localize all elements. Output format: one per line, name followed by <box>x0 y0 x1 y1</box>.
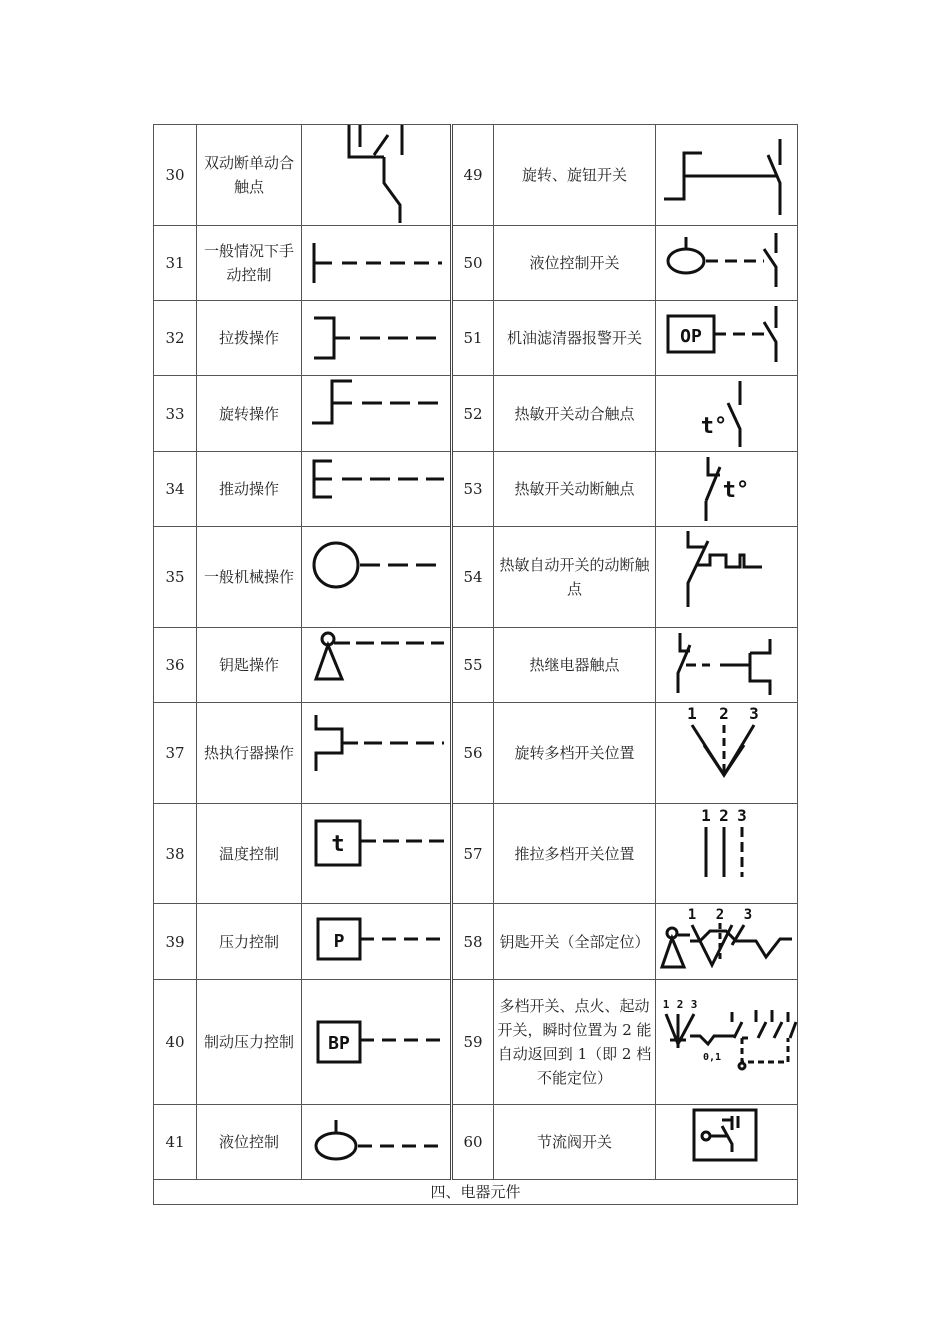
mechanical-operation-icon <box>302 527 452 628</box>
item-name: 机油滤清器报警开关 <box>494 301 656 376</box>
thermal-relay-contact-icon <box>656 628 798 703</box>
item-number: 35 <box>154 527 197 628</box>
svg-text:3: 3 <box>749 704 759 723</box>
svg-text:OP: OP <box>680 326 702 347</box>
table-row <box>154 904 798 980</box>
svg-text:1: 1 <box>687 906 697 923</box>
thermal-switch-make-contact-icon <box>656 376 798 452</box>
rotary-multiposition-switch-icon <box>656 703 798 804</box>
section-heading: 四、电器元件 <box>154 1180 798 1205</box>
thermal-switch-break-contact-icon <box>656 452 798 527</box>
brake-pressure-control-icon <box>302 980 452 1105</box>
item-name: 旋转、旋钮开关 <box>494 125 656 226</box>
item-number: 57 <box>452 804 494 904</box>
svg-text:t°: t° <box>700 413 728 439</box>
svg-text:3: 3 <box>743 906 753 923</box>
level-control-switch-icon <box>656 226 798 301</box>
item-name: 一般情况下手动控制 <box>197 226 302 301</box>
item-name: 推动操作 <box>197 452 302 527</box>
item-number: 54 <box>452 527 494 628</box>
item-number: 34 <box>154 452 197 527</box>
key-operation-icon <box>302 628 452 703</box>
item-number: 31 <box>154 226 197 301</box>
svg-text:2: 2 <box>715 906 725 923</box>
item-number: 32 <box>154 301 197 376</box>
table-row <box>154 804 798 904</box>
svg-text:P: P <box>333 930 345 952</box>
item-name: 热敏自动开关的动断触点 <box>494 527 656 628</box>
svg-text:BP: BP <box>328 1033 350 1054</box>
svg-text:1: 1 <box>662 998 670 1011</box>
item-name: 压力控制 <box>197 904 302 980</box>
rotary-knob-switch-icon <box>656 125 798 226</box>
item-number: 51 <box>452 301 494 376</box>
item-name: 热敏开关动合触点 <box>494 376 656 452</box>
table-row <box>154 980 798 1105</box>
svg-text:2: 2 <box>719 704 729 723</box>
table-row <box>154 703 798 804</box>
item-number: 50 <box>452 226 494 301</box>
item-number: 33 <box>154 376 197 452</box>
item-name: 钥匙开关（全部定位） <box>494 904 656 980</box>
item-name: 旋转操作 <box>197 376 302 452</box>
item-name: 旋转多档开关位置 <box>494 703 656 804</box>
item-number: 53 <box>452 452 494 527</box>
thermal-auto-switch-break-contact-icon <box>656 527 798 628</box>
thermal-actuator-operation-icon <box>302 703 452 804</box>
table-row <box>154 376 798 452</box>
item-number: 41 <box>154 1105 197 1180</box>
item-name: 制动压力控制 <box>197 980 302 1105</box>
push-operation-icon <box>302 452 452 527</box>
item-number: 40 <box>154 980 197 1105</box>
table-row <box>154 301 798 376</box>
item-number: 49 <box>452 125 494 226</box>
svg-text:2: 2 <box>676 998 684 1011</box>
svg-text:t°: t° <box>722 478 750 503</box>
item-number: 58 <box>452 904 494 980</box>
item-name: 钥匙操作 <box>197 628 302 703</box>
table-row <box>154 628 798 703</box>
svg-text:1: 1 <box>701 805 711 825</box>
push-pull-multiposition-switch-icon <box>656 804 798 904</box>
table-row <box>154 452 798 527</box>
rotary-operation-icon <box>302 376 452 452</box>
table-row <box>154 226 798 301</box>
level-control-icon <box>302 1105 452 1180</box>
table-row <box>154 125 798 226</box>
item-number: 39 <box>154 904 197 980</box>
item-name: 推拉多档开关位置 <box>494 804 656 904</box>
item-number: 56 <box>452 703 494 804</box>
double-break-single-make-contact-icon <box>302 125 452 226</box>
pull-operation-icon <box>302 301 452 376</box>
item-name: 液位控制 <box>197 1105 302 1180</box>
pressure-control-icon <box>302 904 452 980</box>
svg-text:1: 1 <box>687 704 697 723</box>
item-number: 37 <box>154 703 197 804</box>
item-name: 拉拨操作 <box>197 301 302 376</box>
item-name: 热敏开关动断触点 <box>494 452 656 527</box>
oil-filter-alarm-switch-icon <box>656 301 798 376</box>
item-number: 30 <box>154 125 197 226</box>
item-number: 38 <box>154 804 197 904</box>
item-number: 60 <box>452 1105 494 1180</box>
item-name: 温度控制 <box>197 804 302 904</box>
svg-text:2: 2 <box>719 805 729 825</box>
item-name: 双动断单动合触点 <box>197 125 302 226</box>
throttle-valve-switch-icon <box>656 1105 798 1180</box>
item-number: 52 <box>452 376 494 452</box>
svg-text:3: 3 <box>737 805 747 825</box>
ignition-start-switch-icon <box>656 980 798 1105</box>
svg-text:t: t <box>331 831 345 857</box>
item-number: 59 <box>452 980 494 1105</box>
item-name: 热执行器操作 <box>197 703 302 804</box>
svg-text:3: 3 <box>690 998 698 1011</box>
table-row <box>154 1180 798 1205</box>
svg-text:0,1: 0,1 <box>702 1052 722 1063</box>
symbol-table <box>153 124 798 1205</box>
item-name: 热继电器触点 <box>494 628 656 703</box>
item-name: 多档开关、点火、起动开关，瞬时位置为 2 能自动返回到 1（即 2 档不能定位） <box>494 980 656 1105</box>
item-name: 液位控制开关 <box>494 226 656 301</box>
table-row <box>154 527 798 628</box>
temperature-control-icon <box>302 804 452 904</box>
key-switch-icon <box>656 904 798 980</box>
manual-control-icon <box>302 226 452 301</box>
table-row <box>154 1105 798 1180</box>
item-number: 36 <box>154 628 197 703</box>
item-name: 节流阀开关 <box>494 1105 656 1180</box>
item-number: 55 <box>452 628 494 703</box>
item-name: 一般机械操作 <box>197 527 302 628</box>
